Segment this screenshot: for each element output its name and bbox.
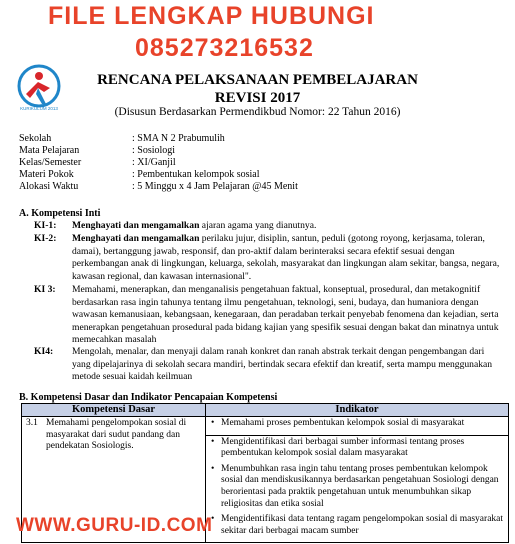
info-row-kelas-semester [19, 157, 176, 168]
info-row-materi-pokok [19, 169, 260, 180]
indicator-item: • Memahami proses pembentukan kelompok sosial di masyarakat [221, 418, 505, 430]
section-b-title: B. Kompetensi Dasar dan Indikator Pencapaian Kompetensi [19, 392, 278, 403]
column-header-indikator: Indikator [206, 404, 509, 417]
indicator-item: • Mengidentifikasi data tentang ragam pengelompokan sosial di masyarakat sekitar dari berbagai macam sumber [221, 514, 505, 537]
kd-number: 3.1 [22, 417, 44, 543]
ki-4 [34, 346, 504, 384]
table-header-row [22, 404, 509, 417]
info-row-alokasi-waktu [19, 181, 298, 192]
ki-text: perilaku jujur, disiplin, santun, peduli (gotong royong, kerjasama, toleran, damai), bertanggung jawab, responsif, dan pro-aktif dalam berinteraksi secara efektif sesuai dengan perkembangan anak di lingkungan, keluarga, sekolah, masyarakat dan lingkungan alam sekitar, bangsa, negara, kawasan regional, dan kawasan internasional". [72, 233, 500, 282]
info-value: : XI/Ganjil [132, 157, 176, 168]
ki-text: Mengolah, menalar, dan menyaji dalam ranah konkret dan ranah abstrak terkait dengan pengembangan dari yang dipelajarinya di sekolah secara mandiri, bertindak secara efektif dan kreatif, serta mampu menggunakan metode sesuai kaidah keilmuan [72, 346, 493, 383]
ki-label: KI 3: [34, 284, 56, 295]
watermark-website: WWW.GURU-ID.COM [16, 515, 213, 536]
ki-bold-text: Menghayati dan mengamalkan [72, 220, 200, 231]
info-value: : 5 Minggu x 4 Jam Pelajaran @45 Menit [132, 181, 298, 192]
ki-text: ajaran agama yang dianutnya. [199, 220, 317, 231]
ki-1 [34, 220, 504, 233]
section-a-title: A. Kompetensi Inti [19, 208, 101, 219]
indicator-cell [206, 417, 509, 436]
kd-text: Memahami pengelompokan sosial di masyarakat dari sudut pandang dan pendekatan Sosiologis. [43, 417, 206, 543]
document-title: RENCANA PELAKSANAAN PEMBELAJARAN [97, 72, 418, 88]
indicator-item: • Menumbuhkan rasa ingin tahu tentang proses pembentukan kelompok sosial dan mendiskusikannya berdasarkan pengetahuan Sosiologi dengan berorientasi pada praktik pengetahuan untuk menumbuhkan sikap religiositas dan etika sosial [221, 464, 505, 510]
indicator-cell [206, 435, 509, 543]
ki-label: KI-1: [34, 220, 57, 231]
info-value: : Sosiologi [132, 145, 176, 156]
ki-text: Memahami, menerapkan, dan menganalisis pengetahuan faktual, konseptual, prosedural, dan metakognitif berdasarkan rasa ingin tahunya tentang ilmu pengetahuan, teknologi, seni, budaya, dan humaniora dengan wawasan kemanusiaan, kebangsaan, kenegaraan, dan peradaban terkait penyebab fenomena dan kejadian, serta menerapkan pengetahuan prosedural pada bidang kajian yang spesifik sesuai dengan bakat dan minatnya untuk memecahkan masalah [72, 284, 499, 346]
indicator-item: • Mengidentifikasi dari berbagai sumber informasi tentang proses pembentukan kelompok sosial dalam masyarakat [221, 437, 505, 460]
info-key: Alokasi Waktu [19, 181, 79, 192]
watermark-top-line1: FILE LENGKAP HUBUNGI [48, 2, 375, 30]
ki-label: KI4: [34, 346, 54, 357]
info-row-sekolah [19, 133, 225, 144]
info-key: Sekolah [19, 133, 52, 144]
table-row [22, 417, 509, 436]
info-value: : SMA N 2 Prabumulih [132, 133, 225, 144]
document-subtitle: (Disusun Berdasarkan Permendikbud Nomor: 22 Tahun 2016) [114, 106, 401, 118]
ki-bold-text: Menghayati dan mengamalkan [72, 233, 200, 244]
watermark-phone-number: 085273216532 [135, 34, 314, 62]
ki-3 [34, 284, 504, 347]
info-value: : Pembentukan kelompok sosial [132, 169, 260, 180]
revision-title: REVISI 2017 [214, 90, 301, 106]
ki-label: KI-2: [34, 233, 57, 244]
info-key: Kelas/Semester [19, 157, 82, 168]
info-row-mata-pelajaran [19, 145, 175, 156]
ki-2 [34, 233, 504, 283]
info-key: Materi Pokok [19, 169, 74, 180]
column-header-kompetensi-dasar: Kompetensi Dasar [22, 404, 206, 417]
logo-text: KURIKULUM 2013 [20, 106, 58, 111]
info-key: Mata Pelajaran [19, 145, 80, 156]
